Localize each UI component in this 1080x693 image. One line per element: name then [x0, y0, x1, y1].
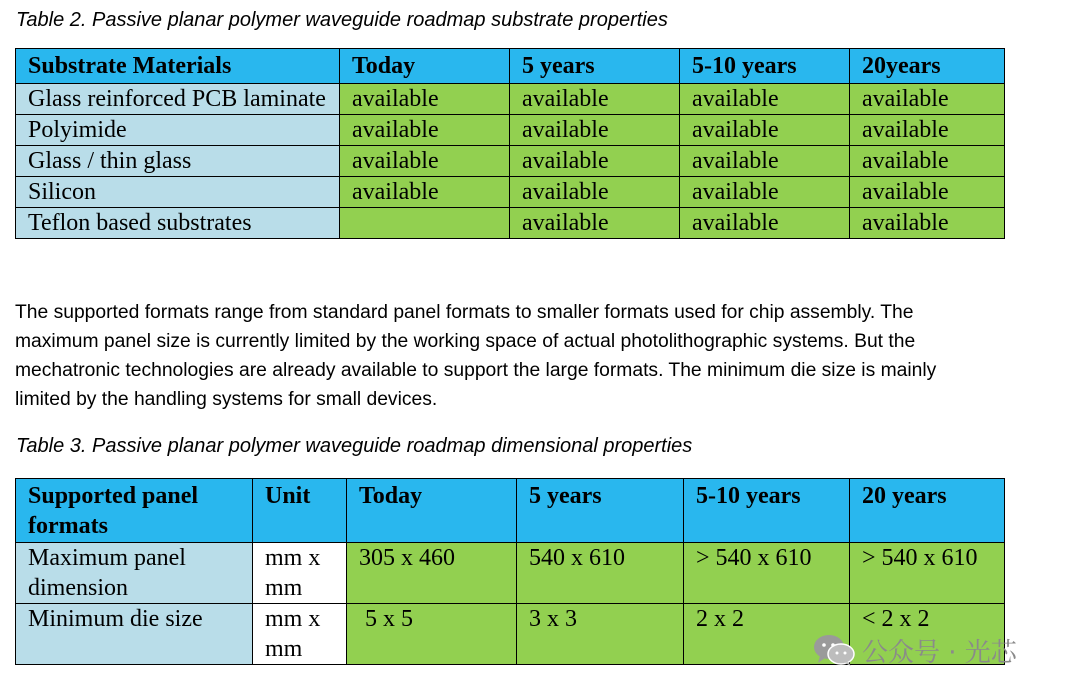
- body-paragraph: [15, 298, 1077, 414]
- table-cell: available: [680, 177, 850, 208]
- column-header: 5-10 years: [684, 479, 850, 543]
- table-row: [16, 84, 1005, 115]
- row-label: Glass / thin glass: [16, 146, 340, 177]
- table-cell: available: [850, 208, 1005, 239]
- column-header: 5-10 years: [680, 49, 850, 84]
- table-cell: > 540 x 610: [850, 543, 1005, 604]
- substrate-properties-table: [15, 48, 1005, 239]
- column-header: Supported panel formats: [16, 479, 253, 543]
- table-row: [16, 543, 1005, 604]
- table-cell: available: [340, 84, 510, 115]
- column-header: Today: [347, 479, 517, 543]
- table-cell: available: [510, 208, 680, 239]
- table-row: [16, 208, 1005, 239]
- row-label: Teflon based substrates: [16, 208, 340, 239]
- table-cell: available: [850, 115, 1005, 146]
- wechat-icon: [812, 633, 856, 667]
- table-cell: available: [850, 177, 1005, 208]
- table-cell: available: [340, 146, 510, 177]
- table-cell: available: [850, 146, 1005, 177]
- table-row: [16, 146, 1005, 177]
- watermark-text: 公众号 · 光芯: [862, 637, 1017, 668]
- row-label: Polyimide: [16, 115, 340, 146]
- table-cell: available: [680, 146, 850, 177]
- column-header: 20years: [850, 49, 1005, 84]
- column-header: Substrate Materials: [16, 49, 340, 84]
- unit-cell: mm x mm: [253, 604, 347, 665]
- row-label: Maximum panel dimension: [16, 543, 253, 604]
- table-cell: available: [680, 115, 850, 146]
- table-cell: available: [510, 115, 680, 146]
- table-cell: 5 x 5: [347, 604, 517, 665]
- column-header: 20 years: [850, 479, 1005, 543]
- column-header: 5 years: [517, 479, 684, 543]
- table-cell: 3 x 3: [517, 604, 684, 665]
- row-label: Minimum die size: [16, 604, 253, 665]
- table-header-row: [16, 49, 1005, 84]
- paragraph-line: The supported formats range from standard panel formats to smaller formats used for chip assembly. The: [15, 302, 914, 323]
- table-row: [16, 177, 1005, 208]
- column-header: 5 years: [510, 49, 680, 84]
- table-cell: available: [510, 146, 680, 177]
- table-cell: [340, 208, 510, 239]
- row-label: Glass reinforced PCB laminate: [16, 84, 340, 115]
- table-header-row: [16, 479, 1005, 543]
- paragraph-line: limited by the handling systems for small devices.: [15, 389, 438, 410]
- table-cell: > 540 x 610: [684, 543, 850, 604]
- table-cell: available: [510, 84, 680, 115]
- table2-caption: Table 2. Passive planar polymer waveguide roadmap substrate properties: [16, 9, 668, 31]
- table-cell: < 2 x 2: [850, 604, 1005, 665]
- paragraph-line: mechatronic technologies are already available to support the large formats. The minimum die size is mainly: [15, 360, 937, 381]
- row-label: Silicon: [16, 177, 340, 208]
- table-cell: available: [510, 177, 680, 208]
- table3-caption: Table 3. Passive planar polymer waveguide roadmap dimensional properties: [16, 435, 693, 457]
- table-cell: available: [850, 84, 1005, 115]
- column-header: Unit: [253, 479, 347, 543]
- table-cell: available: [680, 84, 850, 115]
- table-cell: 305 x 460: [347, 543, 517, 604]
- table-cell: 2 x 2: [684, 604, 850, 665]
- table-cell: 540 x 610: [517, 543, 684, 604]
- table-row: [16, 115, 1005, 146]
- paragraph-line: maximum panel size is currently limited by the working space of actual photolithographic systems. But the: [15, 331, 916, 352]
- watermark: [812, 632, 1017, 668]
- table-cell: available: [340, 177, 510, 208]
- table-cell: available: [340, 115, 510, 146]
- unit-cell: mm x mm: [253, 543, 347, 604]
- column-header: Today: [340, 49, 510, 84]
- table-cell: available: [680, 208, 850, 239]
